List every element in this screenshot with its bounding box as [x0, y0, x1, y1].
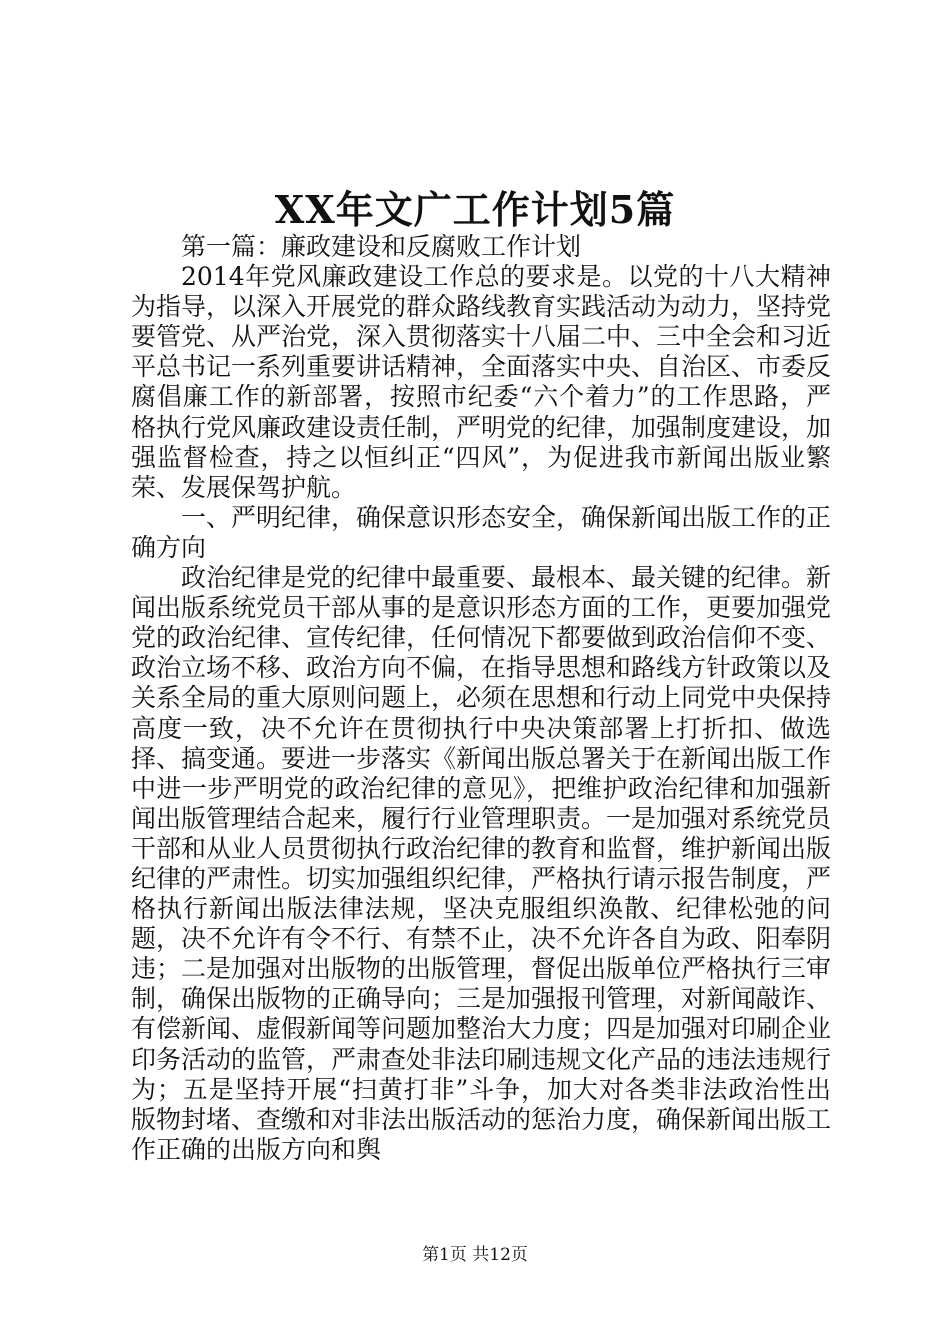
document-title: XX年文广工作计划5篇	[274, 187, 676, 232]
section-heading: 第一篇：廉政建设和反腐败工作计划	[181, 232, 582, 261]
paragraph: 政治纪律是党的纪律中最重要、最根本、最关键的纪律。新闻出版系统党员干部从事的是意识形态方面的工作，更要加强党党的政治纪律、宣传纪律，任何情况下都要做到政治信仰不变、政治立场不移、政治方向不偏，在指导思想和路线方针政策以及关系全局的重大原则问题上，必须在思想和行动上同党中央保持高度一致，决不允许在贯彻执行中央决策部署上打折扣、做选择、搞变通。要进一步落实《新闻出版总署关于在新闻出版工作中进一步严明党的政治纪律的意见》，把维护政治纪律和加强新闻出版管理结合起来，履行行业管理职责。一是加强对系统党员干部和从业人员贯彻执行政治纪律的教育和监督，维护新闻出版纪律的严肃性。切实加强组织纪律，严格执行请示报告制度，严格执行新闻出版法律法规，坚决克服组织涣散、纪律松弛的问题，决不允许有令不行、有禁不止，决不允许各自为政、阳奉阴违；二是加强对出版物的出版管理，督促出版单位严格执行三审制，确保出版物的正确导向；三是加强报刊管理，对新闻敲诈、有偿新闻、虚假新闻等问题加整治大力度；四是加强对印刷企业印务活动的监管，严肃查处非法印刷违规文化产品的违法违规行为；五是坚持开展“扫黄打非”斗争，加大对各类非法政治性出版物封堵、查缴和对非法出版活动的惩治力度，确保新闻出版工作正确的出版方向和舆	[131, 563, 832, 1164]
document-body	[131, 232, 831, 1165]
subsection-heading: 一、严明纪律，确保意识形态安全，确保新闻出版工作的正确方向	[131, 502, 832, 562]
page-indicator: 第1页 共12页	[422, 1245, 528, 1265]
paragraph: 2014年党风廉政建设工作总的要求是。以党的十八大精神为指导，以深入开展党的群众路线教育实践活动为动力，坚持党要管党、从严治党，深入贯彻落实十八届二中、三中全会和习近平总书记一系列重要讲话精神，全面落实中央、自治区、市委反腐倡廉工作的新部署，按照市纪委“六个着力”的工作思路，严格执行党风廉政建设责任制，严明党的纪律，加强制度建设，加强监督检查，持之以恒纠正“四风”，为促进我市新闻出版业繁荣、发展保驾护航。	[131, 262, 832, 502]
